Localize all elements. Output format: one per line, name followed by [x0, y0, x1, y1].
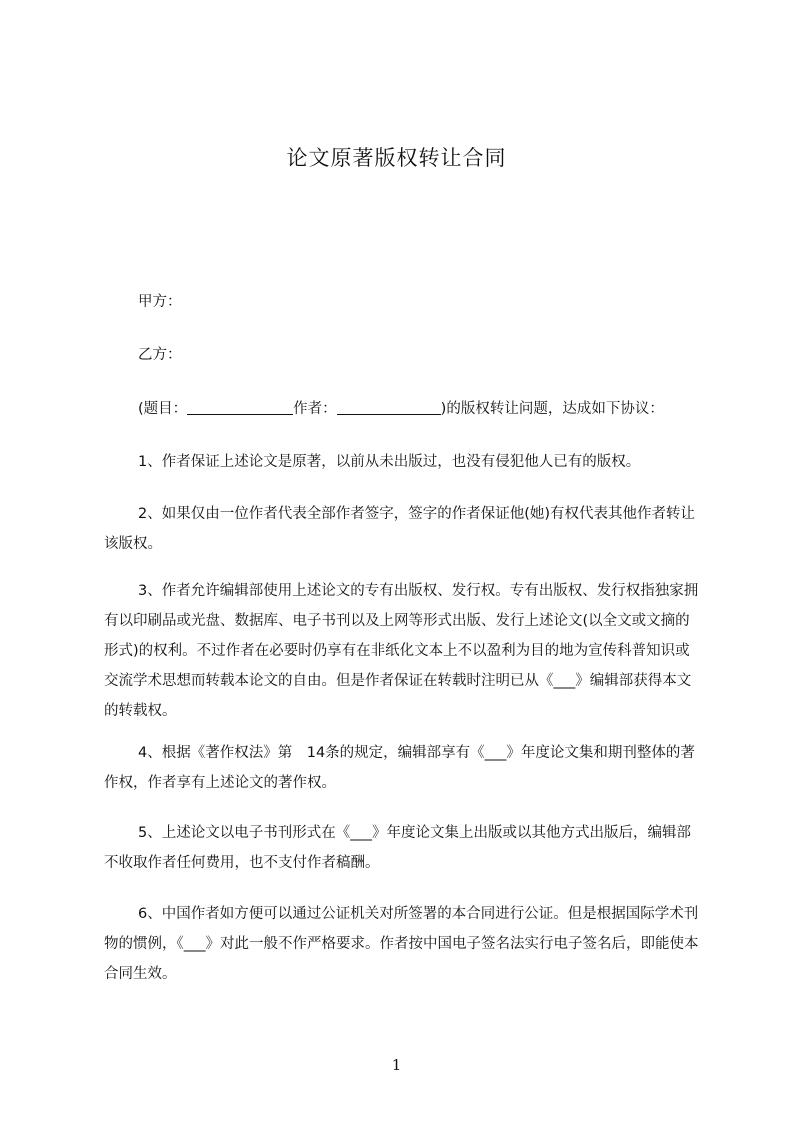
clause-4: 4、根据《著作权法》第 14条的规定，编辑部享有《___》年度论文集和期刊整体的著作权，作者享有上述论文的著作权。 [104, 745, 695, 791]
clause-2: 2、如果仅由一位作者代表全部作者签字，签字的作者保证他(她)有权代表其他作者转让该版权。 [104, 506, 696, 552]
clause-6: 6、中国作者如方便可以通过公证机关对所签署的本合同进行公证。但是根据国际学术刊物的惯例，《___》对此一般不作严格要求。作者按中国电子签名法实行电子签名后，即能使本合同生效。 [104, 906, 699, 982]
title-blank [187, 399, 293, 415]
document-title: 论文原著版权转让合同 [286, 146, 507, 170]
author-blank [337, 399, 441, 415]
party-a-label: 甲方： [138, 294, 182, 310]
page-number: 1 [391, 1056, 402, 1074]
subject-author-label: 作者： [293, 401, 337, 417]
clause-5: 5、上述论文以电子书刊形式在《___》年度论文集上出版或以其他方式出版后，编辑部不收取作者任何费用，也不支付作者稿酬。 [104, 825, 691, 871]
subject-suffix: )的版权转让问题，达成如下协议： [440, 401, 664, 417]
subject-prefix: (题目： [138, 401, 188, 417]
clause-3: 3、作者允许编辑部使用上述论文的专有出版权、发行权。专有出版权、发行权指独家拥有以印刷品或光盘、数据库、电子书刊以及上网等形式出版、发行上述论文(以全文或文摘的形式)的权利。不过作者在必要时仍享有在非纸化文本上不以盈利为目的地为宣传科普知识或交流学术思想而转载本论文的自由。但是作者保证在转载时注明已从《___》编辑部获得本文的转载权。 [104, 583, 699, 719]
subject-line [138, 399, 664, 419]
party-b-label: 乙方： [138, 347, 182, 363]
clause-1: 1、作者保证上述论文是原著，以前从未出版过，也没有侵犯他人已有的版权。 [138, 454, 641, 470]
